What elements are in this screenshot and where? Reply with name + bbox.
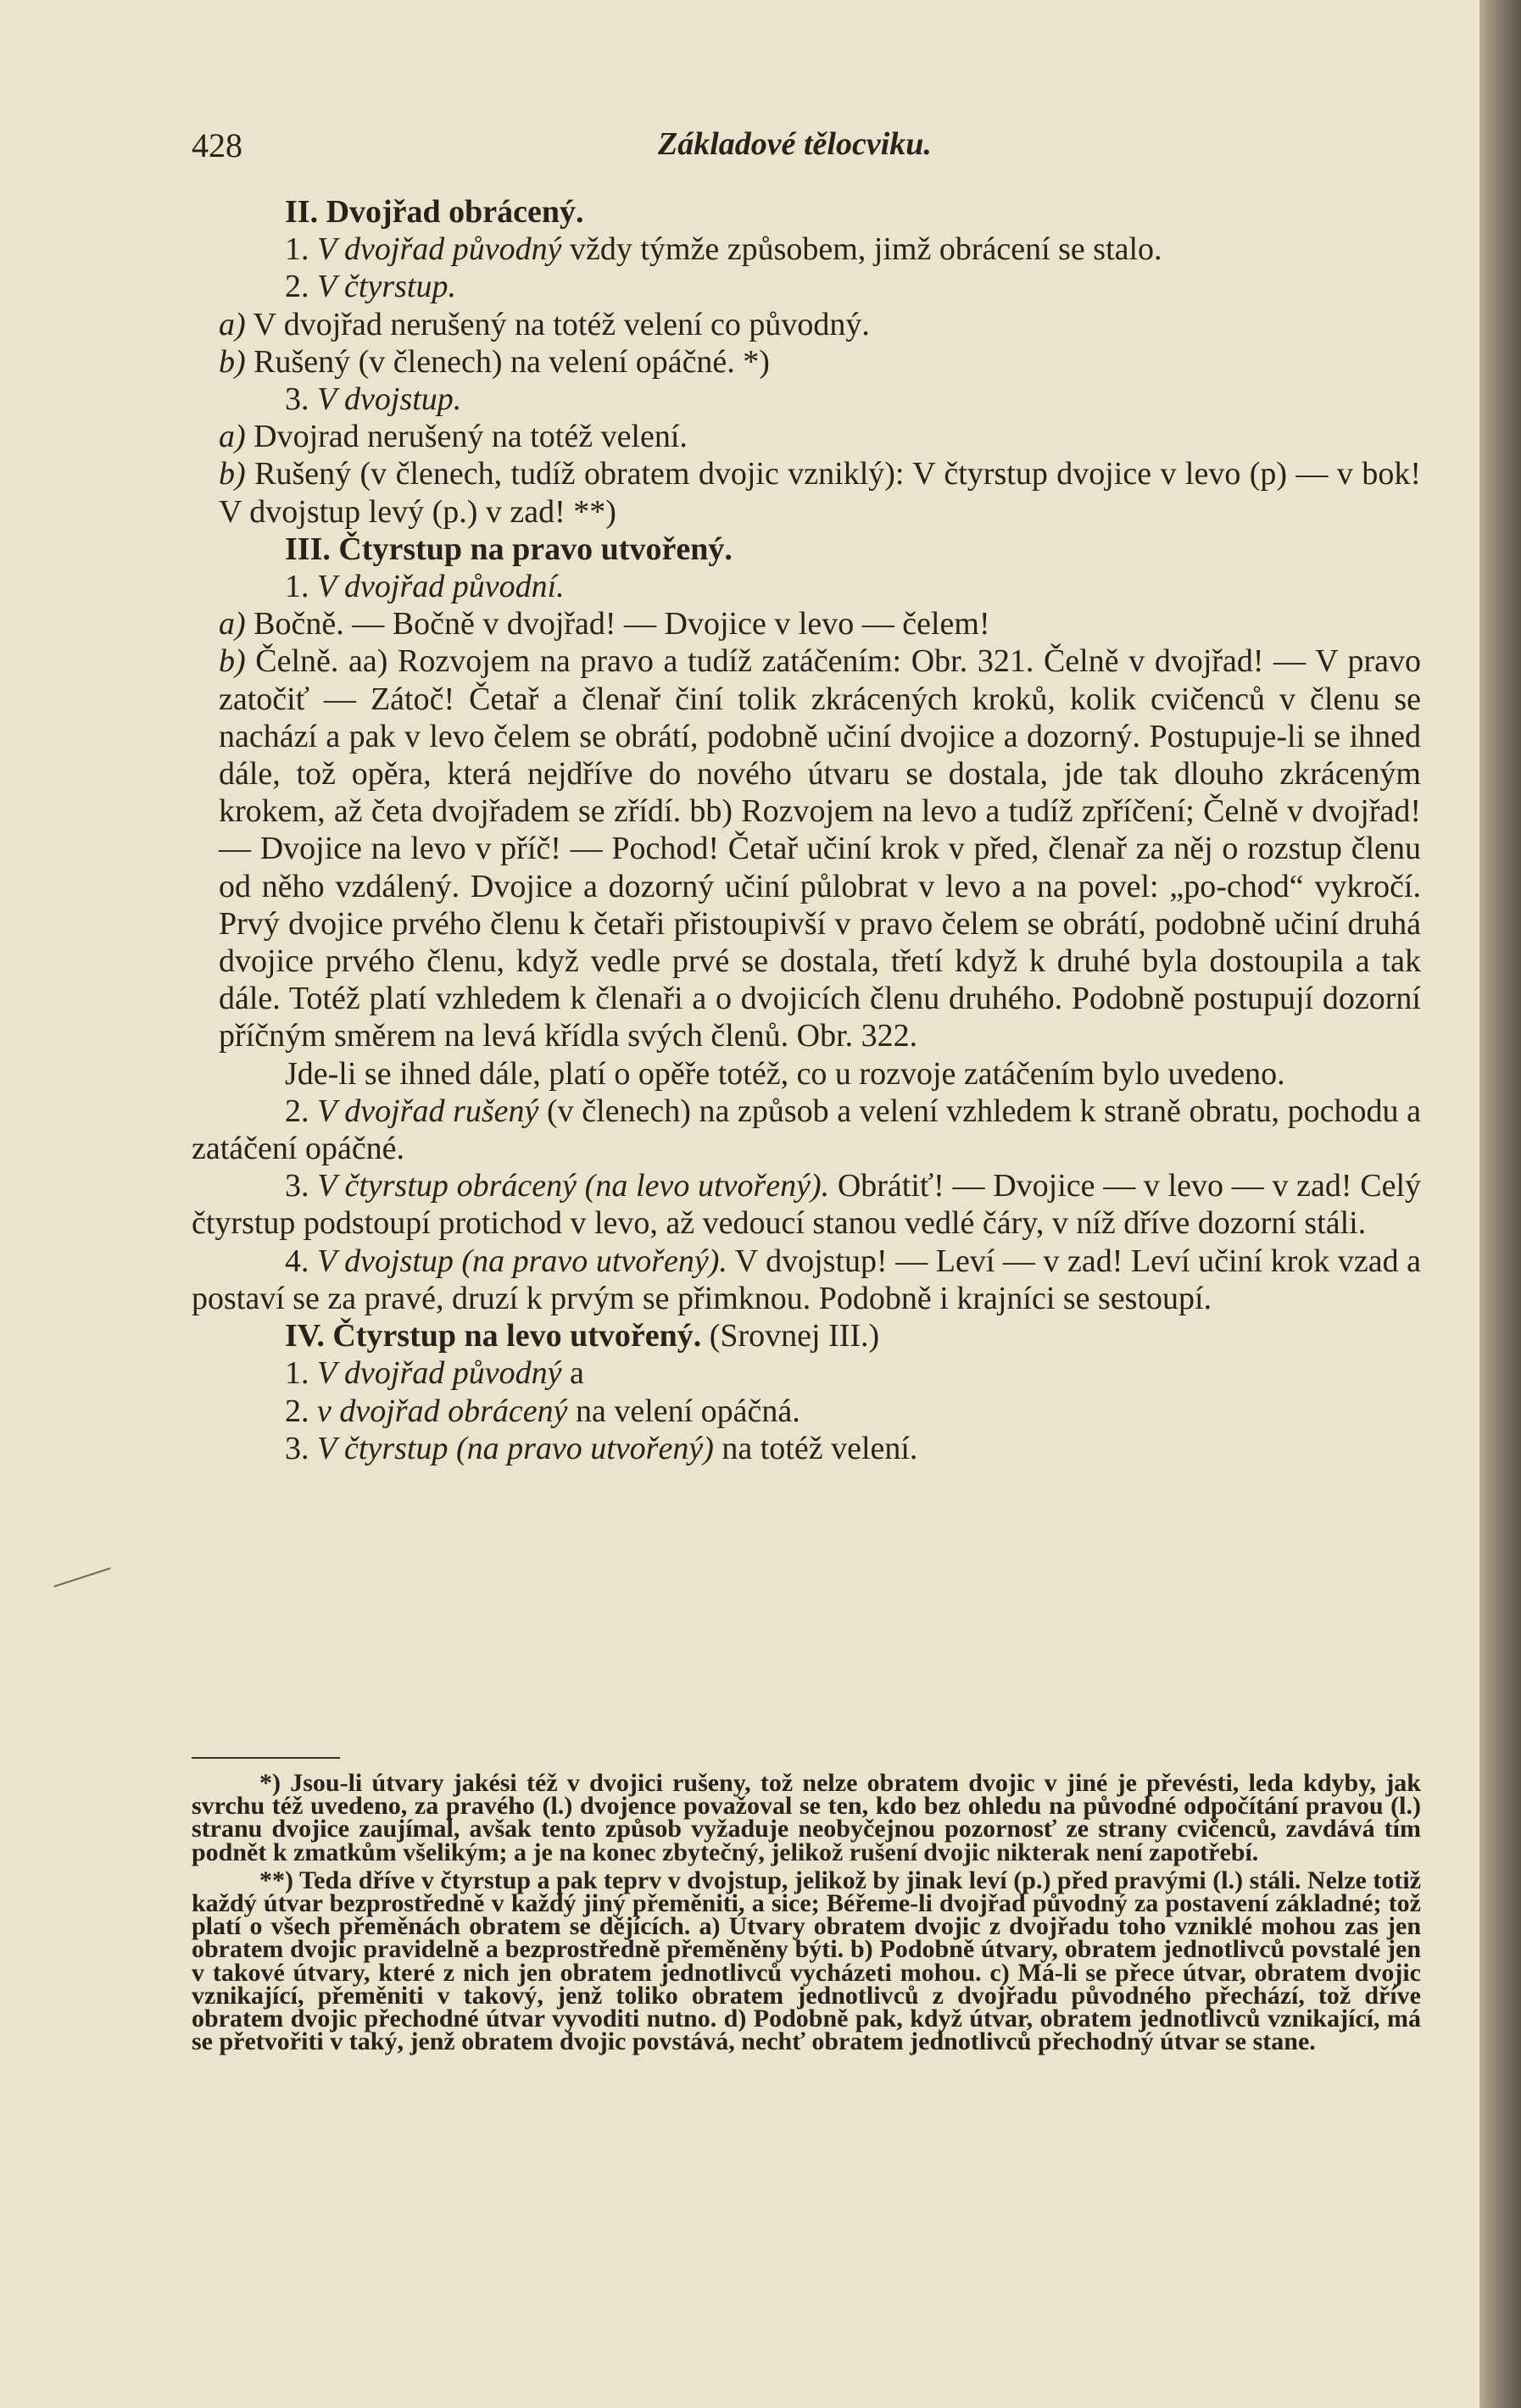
book-spine (1479, 0, 1521, 2408)
running-header (192, 125, 955, 176)
main-text (192, 193, 1421, 1467)
list-item: a) Bočně. — Bočně v dvojřad! — Dvojice v levo — čelem! (219, 606, 990, 642)
list-item: 3. V dvojstup. (285, 381, 462, 418)
section-heading: IV. Čtyrstup na levo utvořený. (Srovnej III.) (285, 1318, 880, 1354)
list-item: b) Rušený (v členech, tudíž obratem dvojic vzniklý): V čtyrstup dvojice v levo (p) — v bok! V dvojstup levý (p.) v zad! **) (219, 456, 1422, 530)
page-number: 428 (192, 126, 242, 164)
list-item: 3. V čtyrstup (na pravo utvořený) na totéž velení. (285, 1430, 918, 1466)
list-item: 1. V dvojřad původný a (285, 1355, 584, 1392)
list-item: 1. V dvojřad původný vždy týmže způsobem, jimž obrácení se stalo. (285, 231, 1162, 268)
footnotes (192, 1771, 1421, 2058)
list-item: 2. v dvojřad obrácený na velení opáčná. (285, 1393, 800, 1429)
list-item: a) V dvojřad nerušený na totéž velení co původný. (219, 306, 870, 342)
list-item: b) Rušený (v členech) na velení opáčné. *) (219, 343, 770, 380)
footnote-rule (192, 1757, 340, 1759)
list-item: 1. V dvojřad původní. (285, 569, 565, 605)
list-item: 3. V čtyrstup obrácený (na levo utvořený). Obrátiť! — Dvojice — v levo — v zad! Celý čtyrstup podstoupí protichod v levo, až vedoucí stanou vedlé čáry, v níž dříve dozorní stáli. (192, 1168, 1422, 1242)
list-item: a) Dvojrad nerušený na totéž velení. (219, 419, 688, 455)
list-item: 2. V dvojřad rušený (v členech) na způsob a velení vzhledem k straně obratu, pochodu a zatáčení opáčné. (192, 1093, 1421, 1167)
list-item: b) Čelně. aa) Rozvojem na pravo a tudíž zatáčením: Obr. 321. Čelně v dvojřad! — V pravo zatočiť — Zátoč! Četař a členař činí tolik zkrácených kroků, kolik cvičenců v členu se nachází a pak v levo čelem se obrátí, podobně učiní dvojice a dozorný. Postupuje-li se ihned dále, tož opěra, která nejdříve do nového útvaru se dostala, jde tak dlouho zkráceným krokem, až četa dvojřadem se zřídí. bb) Rozvojem na levo a tudíž zpříčení; Čelně v dvojřad! — Dvojice na levo v příč! — Pochod! Četař učiní krok v před, členař za něj o rozstup členu od něho vzdálený. Dvojice a dozorný učiní půlobrat v levo a na povel: „po-chod“ vykročí. Prvý dvojice prvého členu k četaři přistoupivší v pravo čelem se obrátí, podobně učiní druhá dvojice prvého členu, když vedle prvé se dostala, třetí když k druhé byla dostoupila a tak dále. Totéž platí vzhledem k členaři a o dvojicích členu druhého. Podobně postupují dozorní příčným směrem na levá křídla svých členů. Obr. 322. (219, 643, 1421, 1054)
footnote: **) Teda dříve v čtyrstup a pak teprv v dvojstup, jelikož by jinak leví (p.) před pravými (l.) stáli. Nelze totiž každý útvar bezprostředně v každý jiný přeměniti, a sice; Béřeme-li dvojřad původný za postavení základné; tož platí o všech přeměnách obratem se dějících. a) Útvary obratem dvojic z dvojřadu toho vzniklé mohou zas jen obratem dvojic pravidelně a bezprostředně přeměněny býti. b) Podobně útvary, obratem jednotlivců povstalé jen v takové útvary, které z nich jen obratem jednotlivců vycházeti mohou. c) Má-li se přece útvar, obratem dvojic vznikající, přeměniti v takový, jenž toliko obratem jednotlivců z dvojřadu původného přechází, tož dříve obratem dvojic přechodné útvar vyvoditi nutno. d) Podobně pak, když útvar, obratem jednotlivců vznikající, má se přetvořiti v taký, jenž obratem dvojic povstává, nechť obratem jednotlivců přechodný útvar se stane. (192, 1866, 1421, 2056)
section-heading: III. Čtyrstup na pravo utvořený. (285, 531, 733, 567)
running-title: Základové tělocviku. (658, 126, 932, 162)
list-item: 4. V dvojstup (na pravo utvořený). V dvojstup! — Leví — v zad! Leví učiní krok vzad a postaví se za pravé, druzí k prvým se přimknou. Podobně i krajníci se sestoupí. (192, 1243, 1421, 1316)
margin-mark (53, 1567, 110, 1588)
footnote: *) Jsou-li útvary jakési též v dvojici rušeny, tož nelze obratem dvojic v jiné je převésti, leda kdyby, jak svrchu též uvedeno, za pravého (l.) dvojence považoval se ten, kdo bez ohledu na původné odpočítání pravou (l.) stranu dvojice zaujímal, avšak tento způsob vyžaduje neobyčejnou pozornosť ze strany cvičenců, zavdává tím podnět k zmatkům všelikým; a je na konec zbytečný, jelikož rušení dvojic nikterak není zapotřebí. (192, 1769, 1421, 1866)
paragraph: Jde-li se ihned dále, platí o opěře totéž, co u rozvoje zatáčením bylo uvedeno. (285, 1055, 1285, 1092)
list-item: 2. V čtyrstup. (285, 269, 456, 305)
section-heading: II. Dvojřad obrácený. (285, 194, 584, 230)
